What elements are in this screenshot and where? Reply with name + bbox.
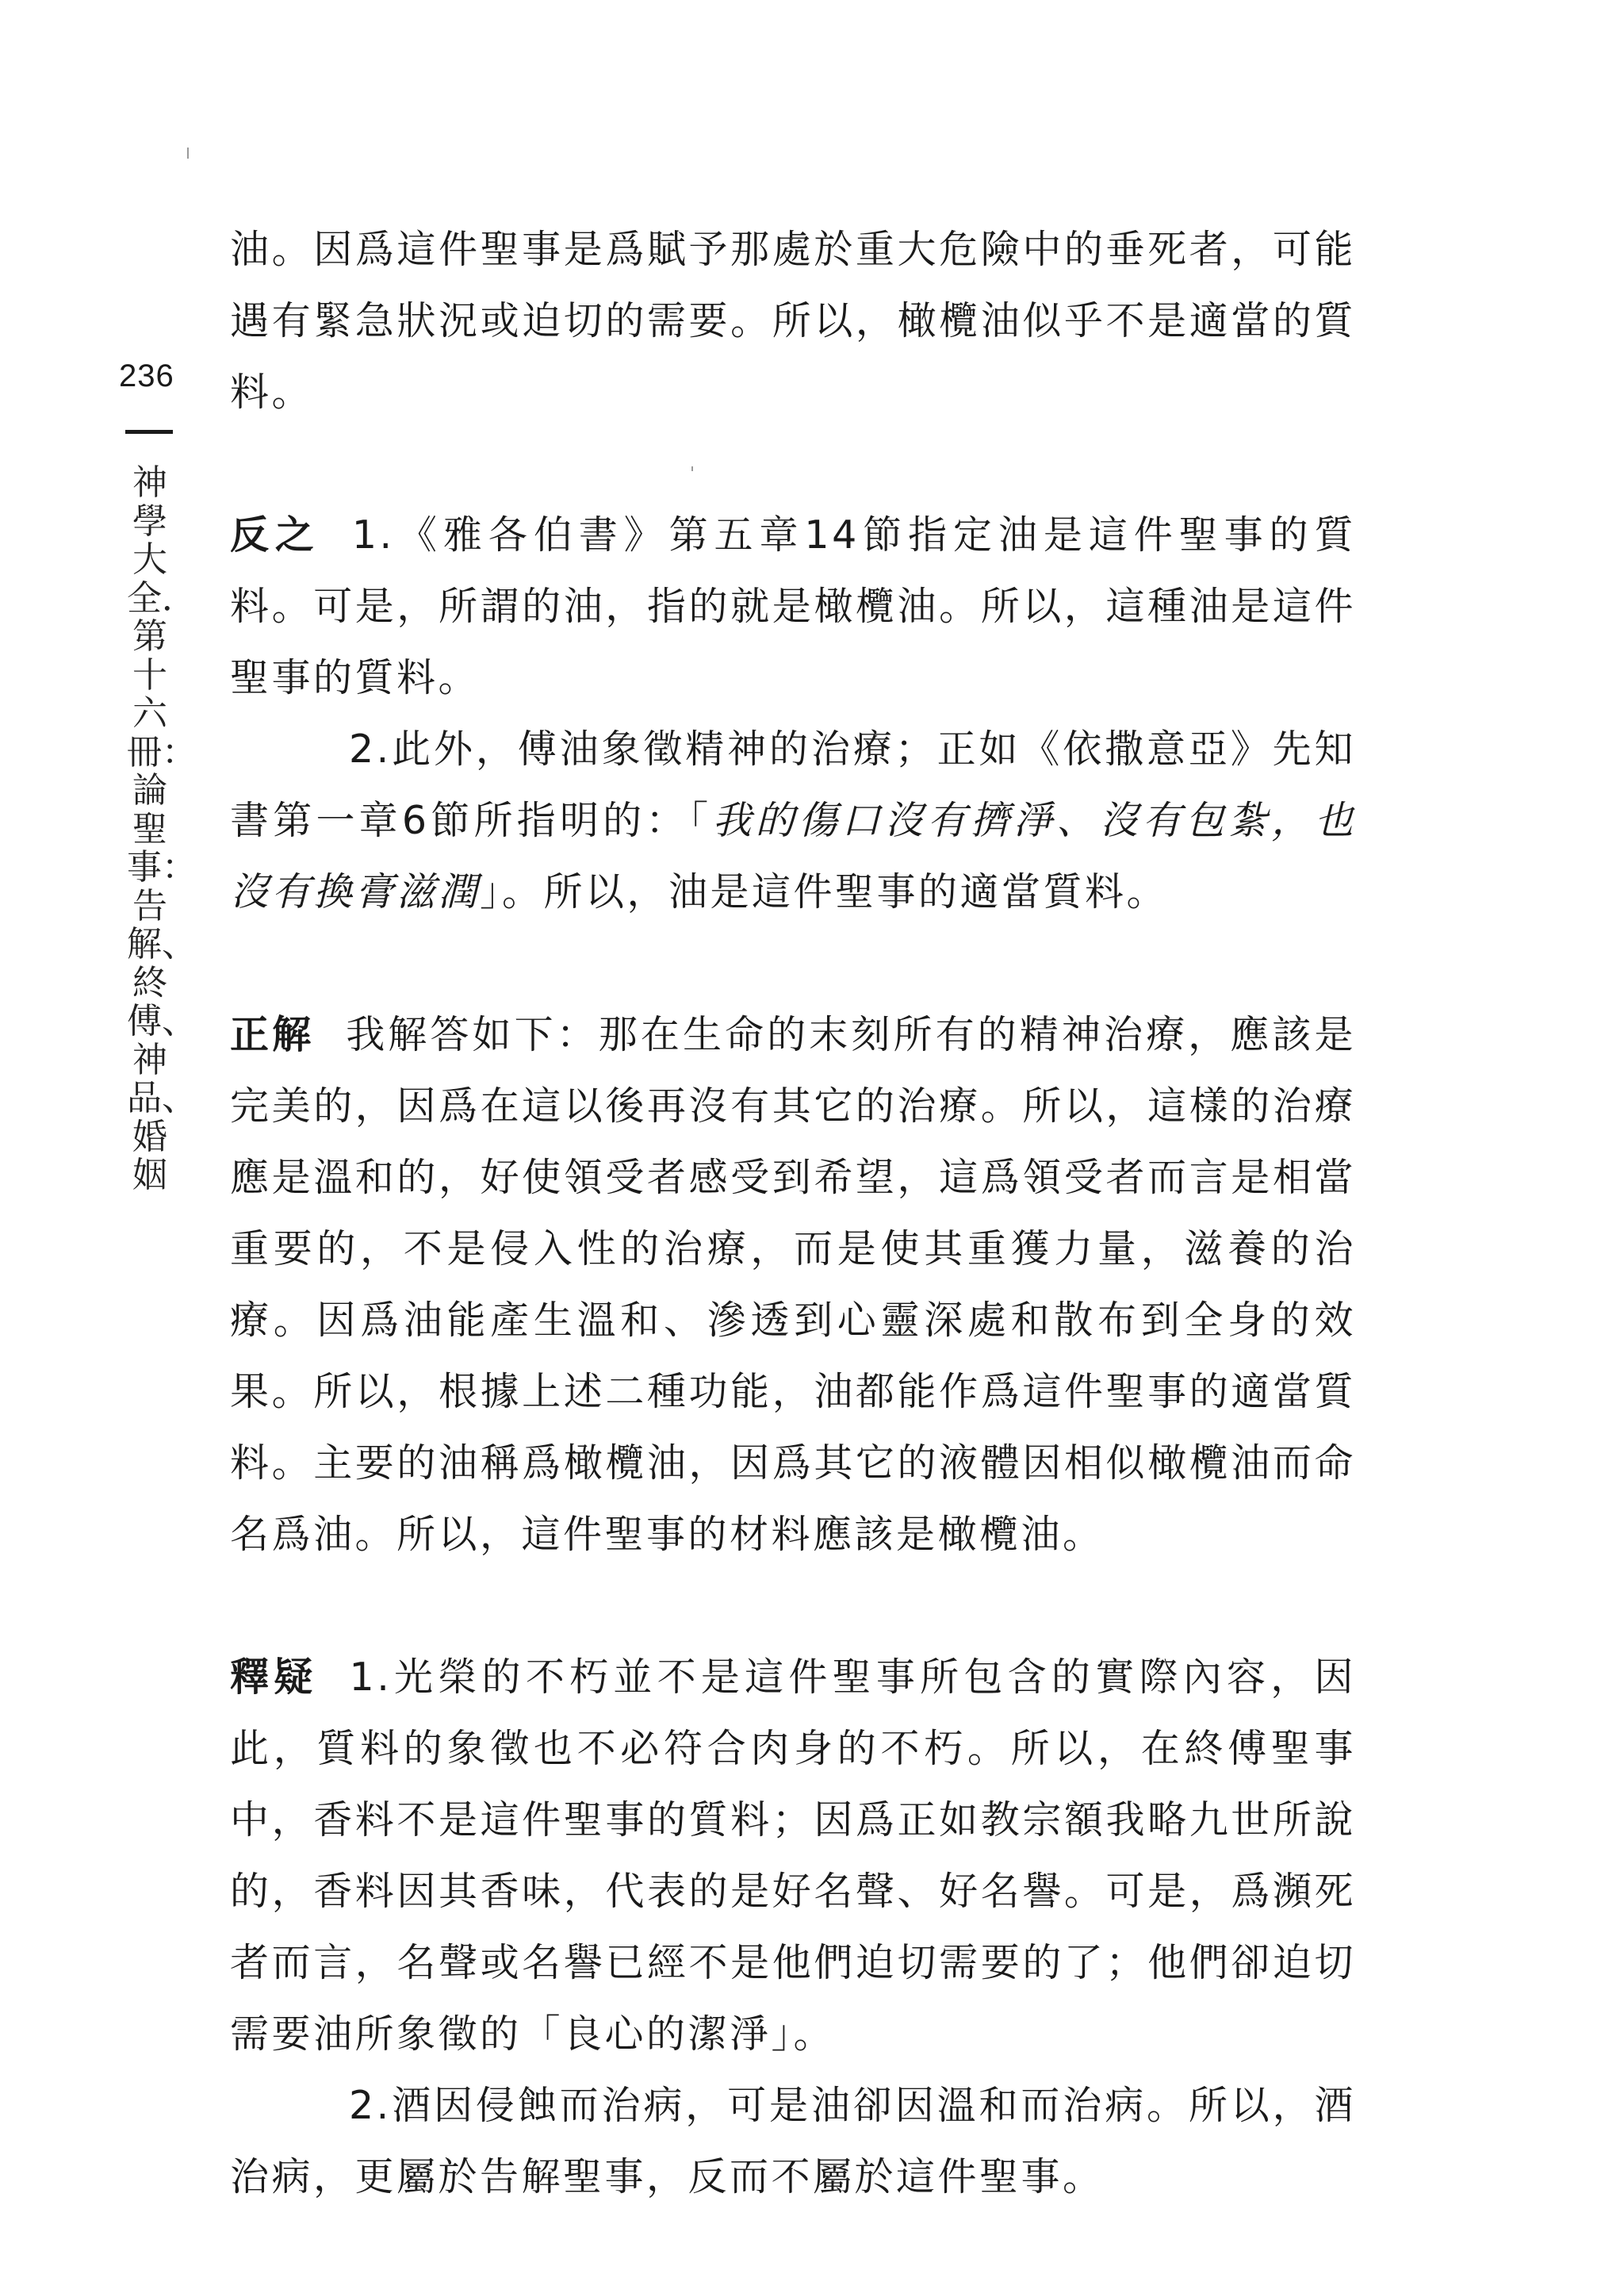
objection-label: 反之 [230, 512, 320, 558]
paragraph-1-text: 油。因爲這件聖事是爲賦予那處於重大危險中的垂死者，可能遇有緊急狀況或迫切的需要。所以，橄欖油似乎不是適當的質料。 [230, 227, 1356, 415]
reply-label: 釋疑 [230, 1655, 318, 1700]
answer-text: 我解答如下：那在生命的末刻所有的精神治療，應該是完美的，因爲在這以後再沒有其它的治療。所以，這樣的治療應是溫和的，好使領受者感受到希望，這爲領受者而言是相當重要的，不是侵入性的治療，而是使其重獲力量，滋養的治療。因爲油能產生溫和、滲透到心靈深處和散布到全身的效果。所以，根據上述二種功能，油都能作爲這件聖事的適當質料。主要的油稱爲橄欖油，因爲其它的液體因相似橄欖油而命名爲油。所以，這件聖事的材料應該是橄欖油。 [230, 1012, 1356, 1557]
running-head: 神學大全．第十六冊：論聖事：告解、終傅、神品、婚姻 [127, 462, 197, 1195]
running-head-rule [125, 430, 173, 434]
page-number: 236 [119, 359, 174, 393]
paragraph-1 [230, 214, 1356, 428]
reply-1-text: 1.光榮的不朽並不是這件聖事所包含的實際內容，因此，質料的象徵也不必符合肉身的不朽。所以，在終傅聖事中，香料不是這件聖事的質料；因爲正如教宗額我略九世所說的，香料因其香味，代表的是好名聲、好名譽。可是，爲瀕死者而言，名聲或名譽已經不是他們迫切需要的了；他們卻迫切需要油所象徵的「良心的潔淨」。 [230, 1655, 1356, 2057]
paragraph-reply-2 [230, 2070, 1356, 2213]
answer-label: 正解 [230, 1012, 315, 1057]
objection-2-text-before: 2.此外，傅油象徵精神的治療；正如《依撒意亞》先知書第一章6節所指明的：「 [230, 727, 1356, 843]
paragraph-answer [230, 999, 1356, 1570]
objection-1-text: 1.《雅各伯書》第五章14節指定油是這件聖事的質料。可是，所謂的油，指的就是橄欖油。所以，這種油是這件聖事的質料。 [230, 512, 1356, 700]
paragraph-objection-1 [230, 500, 1356, 714]
reply-2-text: 2.酒因侵蝕而治病，可是油卻因溫和而治病。所以，酒治病，更屬於告解聖事，反而不屬於這件聖事。 [230, 2083, 1356, 2199]
objection-2-text-after: 」。所以，油是這件聖事的適當質料。 [480, 869, 1169, 915]
body-text [230, 214, 1356, 2213]
scan-speck [187, 148, 189, 159]
paragraph-objection-2 [230, 714, 1356, 928]
paragraph-reply-1 [230, 1642, 1356, 2070]
scripture-quote: 我的傷口沒有擠淨、沒有包紮，也沒有換膏滋潤 [230, 798, 1356, 915]
